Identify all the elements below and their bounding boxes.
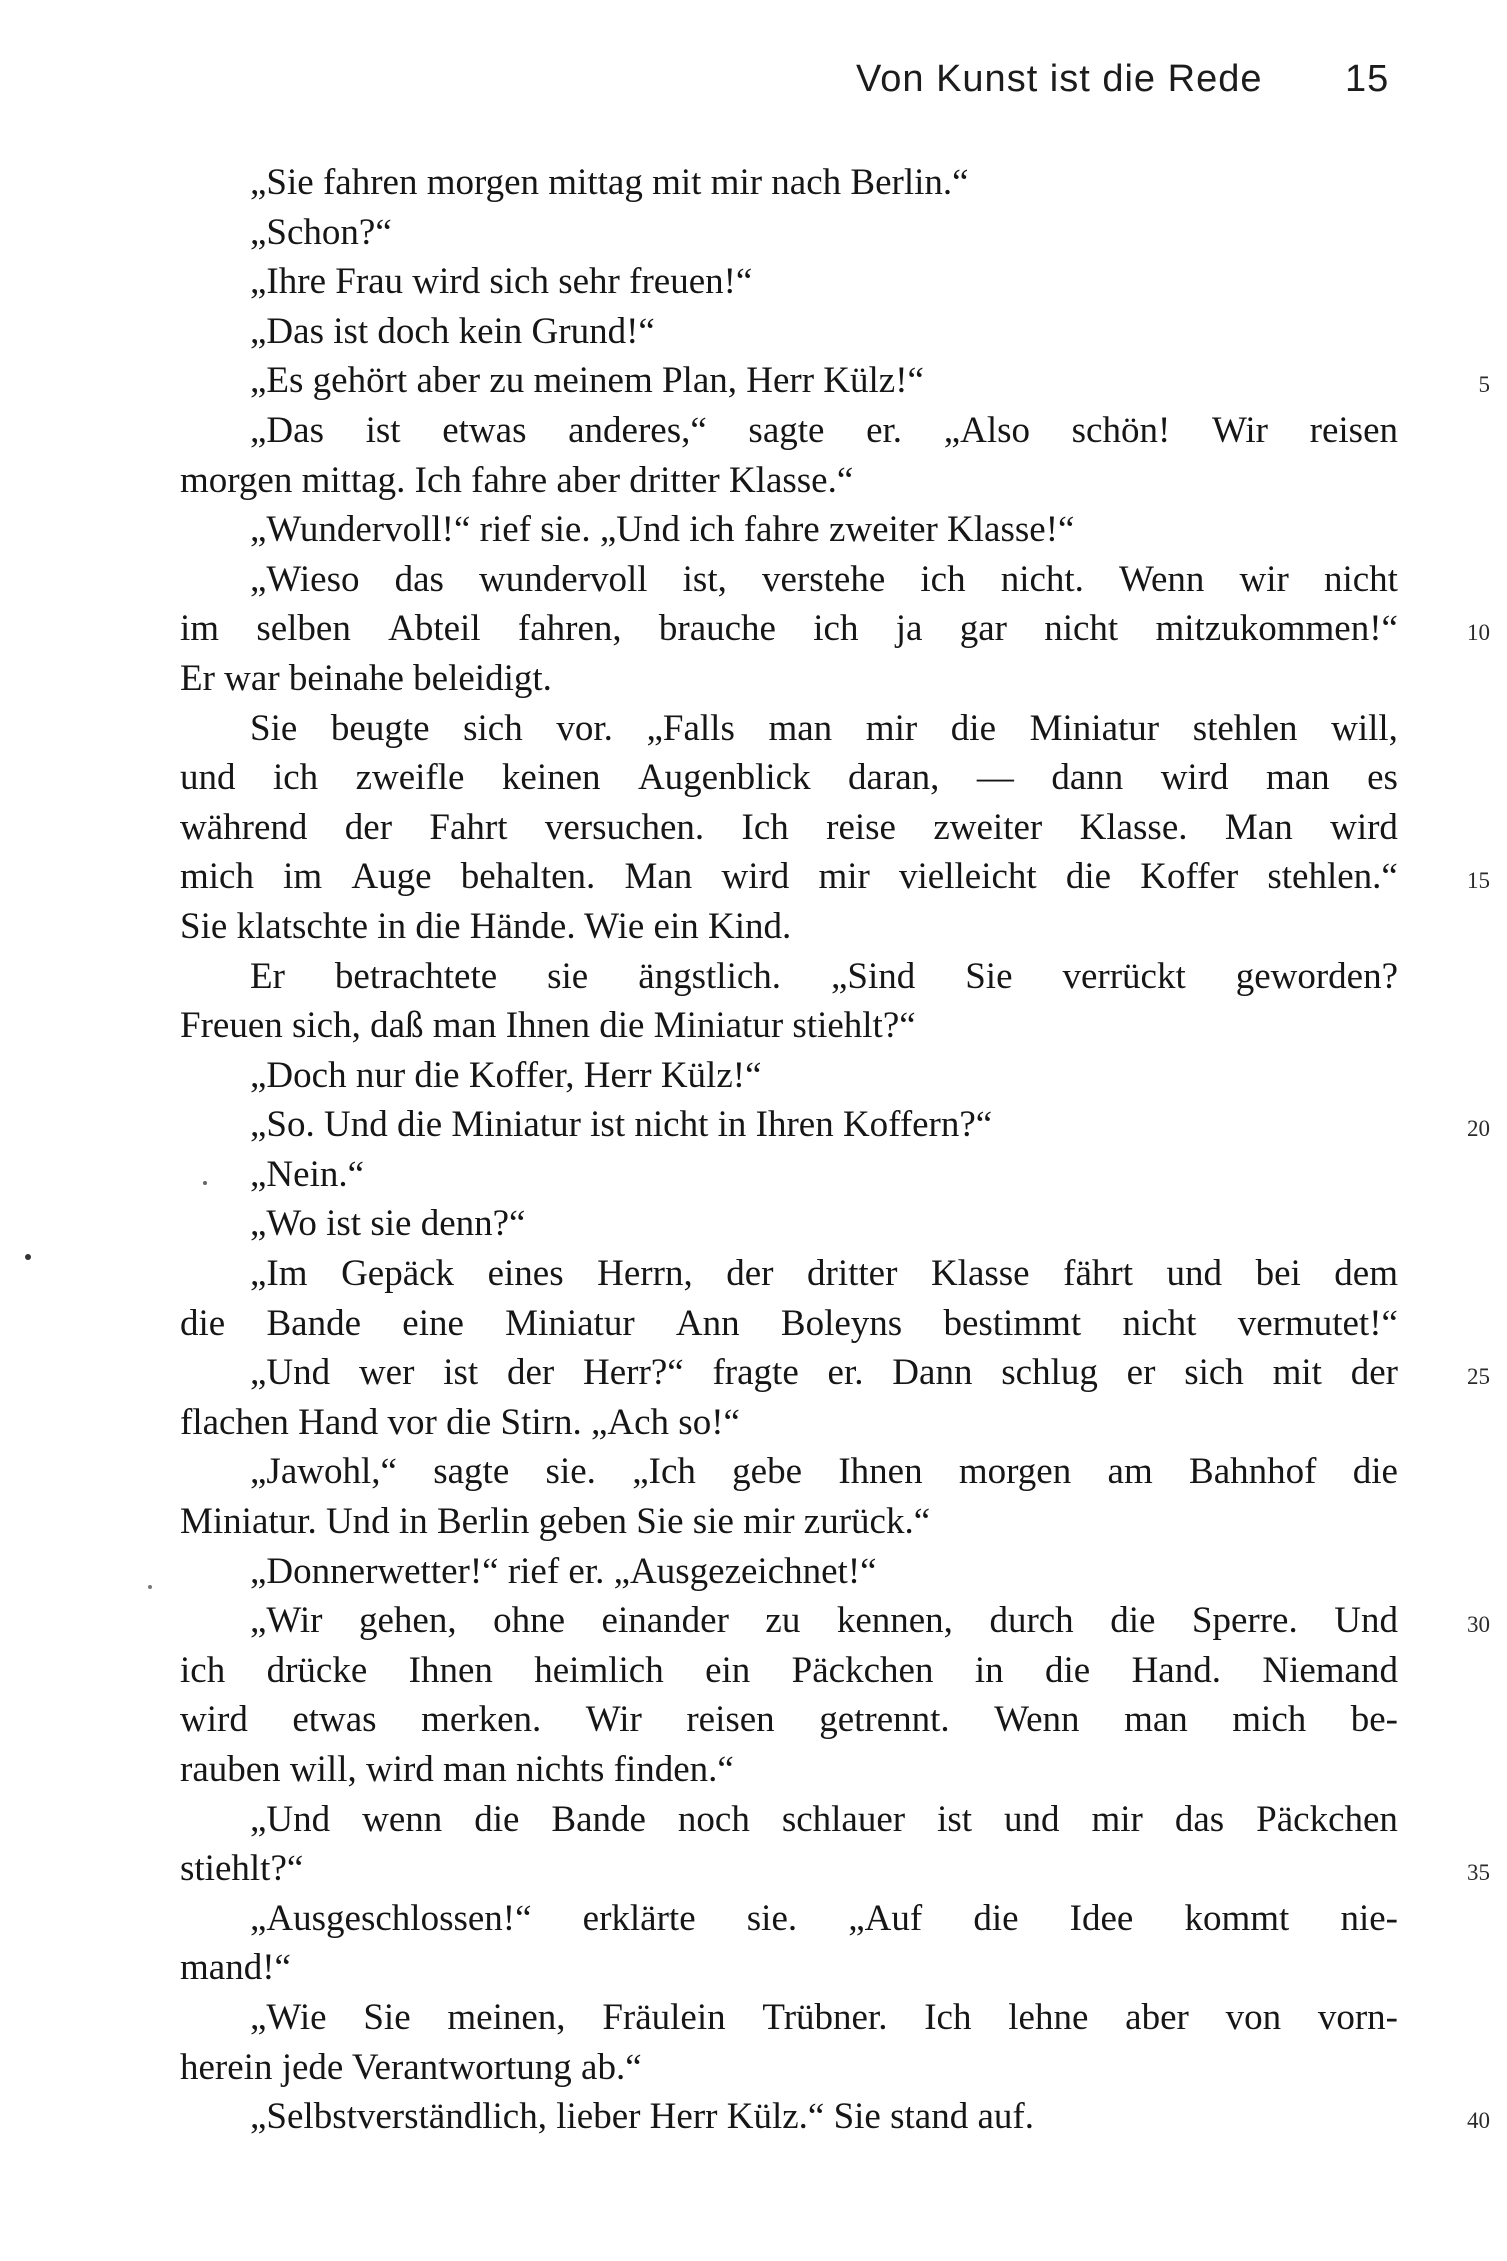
word: in [974, 1649, 1004, 1691]
word: ich [813, 608, 859, 650]
page-number: 15 [1345, 58, 1390, 100]
word: Koffer [1140, 856, 1239, 898]
text-line-content: Sie klatschte in die Hände. Wie ein Kind. [180, 905, 792, 947]
word: brauche [658, 608, 776, 650]
word: Herr?“ [583, 1352, 684, 1394]
text-line-content: Er war beinahe beleidigt. [180, 657, 552, 699]
word: und [180, 757, 236, 799]
word: „Und [250, 1352, 331, 1394]
text-line-content: stiehlt?“ [180, 1848, 304, 1890]
word: Ich [924, 1996, 972, 2038]
word: „Falls [646, 707, 735, 749]
word: vorn- [1317, 1996, 1398, 2038]
word: Boleyns [780, 1302, 903, 1344]
text-line-content: „Es gehört aber zu meinem Plan, Herr Külz!“ [250, 360, 924, 402]
word: Sie [363, 1996, 411, 2038]
word: stehlen [1192, 707, 1298, 749]
line-number: 10 [1467, 620, 1490, 646]
word: verstehe [761, 558, 886, 600]
line-number: 30 [1467, 1612, 1490, 1638]
word: vermutet!“ [1237, 1302, 1398, 1344]
word: wundervoll [479, 558, 648, 600]
word: etwas [292, 1699, 377, 1741]
word: daran, [848, 757, 940, 799]
word: mich [1232, 1699, 1307, 1741]
word: „Wie [250, 1996, 327, 2038]
word: im [180, 608, 220, 650]
word: ist [365, 409, 401, 451]
word: Augenblick [637, 757, 811, 799]
word: ängstlich. [638, 955, 782, 997]
word: der [344, 806, 393, 848]
word: Klasse [930, 1253, 1030, 1295]
word: wir [1239, 558, 1289, 600]
word: das [394, 558, 444, 600]
text-line-content: Miniatur. Und in Berlin geben Sie sie mir zurück.“ [180, 1501, 931, 1543]
word: Auge [351, 856, 432, 898]
word: „Das [250, 409, 324, 451]
word: am [1107, 1451, 1153, 1493]
text-line-content: „Doch nur die Koffer, Herr Külz!“ [250, 1054, 762, 1096]
word: wer [358, 1352, 415, 1394]
word: erklärte [582, 1897, 696, 1939]
line-number: 15 [1467, 868, 1490, 894]
line-number: 5 [1478, 372, 1490, 398]
word: sie. [545, 1451, 596, 1493]
line-number: 40 [1467, 2108, 1490, 2134]
word: sagte [748, 409, 825, 451]
word: Ihnen [838, 1451, 923, 1493]
word: die [973, 1897, 1019, 1939]
word: Man [624, 856, 693, 898]
text-line-content: „Das ist doch kein Grund!“ [250, 310, 655, 352]
text-line-content: flachen Hand vor die Stirn. „Ach so!“ [180, 1401, 740, 1443]
word: der [506, 1352, 555, 1394]
word: mir [1091, 1798, 1143, 1840]
word: Ihnen [408, 1649, 493, 1691]
text-line-content: „Wundervoll!“ rief sie. „Und ich fahre zweiter Klasse!“ [250, 509, 1075, 551]
line-number: 25 [1467, 1364, 1490, 1390]
word: die [1352, 1451, 1398, 1493]
word: wenn [362, 1798, 443, 1840]
text-line-content: „So. Und die Miniatur ist nicht in Ihren Koffern?“ [250, 1104, 993, 1146]
word: von [1225, 1996, 1282, 2038]
word: und [1166, 1253, 1223, 1295]
word: Bahnhof [1189, 1451, 1317, 1493]
word: morgen [958, 1451, 1072, 1493]
word: ohne [493, 1600, 566, 1642]
word: drücke [266, 1649, 368, 1691]
word: betrachtete [334, 955, 498, 997]
word: geworden? [1235, 955, 1398, 997]
word: reise [826, 806, 896, 848]
word: es [1367, 757, 1398, 799]
word: Wir [1211, 409, 1268, 451]
word: schlug [1001, 1352, 1098, 1394]
word: Idee [1069, 1897, 1134, 1939]
word: Miniatur [505, 1302, 635, 1344]
word: kommt [1184, 1897, 1290, 1939]
word: Sie [250, 707, 298, 749]
text-line-content: „Schon?“ [250, 211, 392, 253]
word: Bande [551, 1798, 646, 1840]
word: Bande [266, 1302, 361, 1344]
word: mit [1272, 1352, 1322, 1394]
word: bestimmt [943, 1302, 1082, 1344]
word: ein [705, 1649, 751, 1691]
word: „Wir [250, 1600, 323, 1642]
word: zweiter [933, 806, 1043, 848]
word: eines [487, 1253, 564, 1295]
word: sagte [433, 1451, 510, 1493]
word: sie. [746, 1897, 798, 1939]
word: während [180, 806, 308, 848]
word: be- [1350, 1699, 1398, 1741]
word: „Also [943, 409, 1031, 451]
word: er. [866, 409, 903, 451]
text-line-content: „Donnerwetter!“ rief er. „Ausgezeichnet!“ [250, 1550, 877, 1592]
word: „Im [250, 1253, 308, 1295]
word: keinen [501, 757, 601, 799]
word: „Auf [848, 1897, 923, 1939]
word: eine [402, 1302, 464, 1344]
word: nie- [1340, 1897, 1398, 1939]
text-line-content: „Ihre Frau wird sich sehr freuen!“ [250, 261, 753, 303]
word: „Ausgeschlossen!“ [250, 1897, 532, 1939]
word: Fahrt [429, 806, 508, 848]
word: ist [443, 1352, 479, 1394]
word: Er [250, 955, 285, 997]
word: nicht [1323, 558, 1398, 600]
word: er [1126, 1352, 1156, 1394]
word: „Jawohl,“ [250, 1451, 397, 1493]
word: fragte [712, 1352, 799, 1394]
scan-speck [25, 1254, 31, 1260]
word: Niemand [1262, 1649, 1398, 1691]
word: Päckchen [791, 1649, 934, 1691]
text-line-content: rauben will, wird man nichts finden.“ [180, 1749, 734, 1790]
text-line-content: „Sie fahren morgen mittag mit mir nach Berlin.“ [250, 162, 969, 203]
word: vielleicht [899, 856, 1037, 898]
word: Gepäck [341, 1253, 455, 1295]
word: „Wieso [250, 558, 360, 600]
word: beugte [330, 707, 430, 749]
word: Wenn [994, 1699, 1080, 1741]
word: fährt [1063, 1253, 1133, 1295]
word: zweifle [355, 757, 465, 799]
word: verrückt [1062, 955, 1186, 997]
word: man [1265, 757, 1330, 799]
text-line-content: mand!“ [180, 1947, 291, 1989]
word: Ann [675, 1302, 740, 1344]
word: wird [1330, 806, 1398, 848]
scan-speck [203, 1181, 207, 1185]
word: dritter [807, 1253, 898, 1295]
word: wird [721, 856, 790, 898]
word: mir [818, 856, 870, 898]
word: im [283, 856, 323, 898]
word: etwas [442, 409, 527, 451]
word: Sie [965, 955, 1013, 997]
word: heimlich [534, 1649, 664, 1691]
word: man [1124, 1699, 1188, 1741]
word: die [1065, 856, 1112, 898]
word: aber [1125, 1996, 1189, 2038]
word: Wir [585, 1699, 642, 1741]
word: ist [937, 1798, 973, 1840]
word: ich [272, 757, 319, 799]
text-line-content: „Nein.“ [250, 1153, 365, 1195]
word: reisen [1309, 409, 1398, 451]
word: versuchen. [544, 806, 705, 848]
text-line-content: herein jede Verantwortung ab.“ [180, 2046, 642, 2088]
word: schlauer [781, 1798, 906, 1840]
text-line-content: Freuen sich, daß man Ihnen die Miniatur stiehlt?“ [180, 1005, 916, 1047]
word: anderes,“ [568, 409, 707, 451]
word: selben [256, 608, 351, 650]
word: dann [1051, 757, 1124, 799]
word: — [976, 757, 1014, 799]
text-line-content: morgen mittag. Ich fahre aber dritter Klasse.“ [180, 459, 854, 501]
word: Klasse. [1079, 806, 1188, 848]
word: mitzukommen!“ [1155, 608, 1398, 650]
word: gebe [732, 1451, 803, 1493]
word: behalten. [460, 856, 596, 898]
word: meinen, [447, 1996, 566, 2038]
word: Man [1224, 806, 1293, 848]
word: Herrn, [597, 1253, 693, 1295]
word: gar [959, 608, 1007, 650]
word: merken. [421, 1699, 542, 1741]
word: stehlen.“ [1267, 856, 1398, 898]
word: wird [180, 1699, 248, 1741]
word: ist, [682, 558, 727, 600]
word: gehen, [358, 1600, 457, 1642]
word: nicht [1044, 608, 1119, 650]
word: fahren, [517, 608, 622, 650]
word: Dann [892, 1352, 973, 1394]
word: Miniatur [1029, 707, 1160, 749]
word: mich [180, 856, 254, 898]
word: wird [1160, 757, 1229, 799]
line-number: 35 [1467, 1860, 1490, 1886]
word: schön! [1071, 409, 1171, 451]
word: die [180, 1302, 226, 1344]
word: „Ich [632, 1451, 696, 1493]
word: nicht. [1000, 558, 1084, 600]
scan-speck [148, 1585, 152, 1589]
word: getrennt. [819, 1699, 950, 1741]
word: die [1110, 1600, 1156, 1642]
word: Wenn [1119, 558, 1205, 600]
word: bei [1255, 1253, 1301, 1295]
word: und [1004, 1798, 1060, 1840]
word: dem [1334, 1253, 1398, 1295]
word: sich [463, 707, 523, 749]
word: sich [1184, 1352, 1244, 1394]
line-number: 20 [1467, 1116, 1490, 1142]
word: nicht [1122, 1302, 1197, 1344]
word: die [950, 707, 996, 749]
word: ich [920, 558, 966, 600]
word: will, [1331, 707, 1398, 749]
word: man [768, 707, 833, 749]
word: lehne [1008, 1996, 1089, 2038]
word: Sperre. [1191, 1600, 1298, 1642]
word: reisen [686, 1699, 775, 1741]
word: das [1174, 1798, 1225, 1840]
text-line-content: „Wo ist sie denn?“ [250, 1203, 526, 1245]
word: die [1044, 1649, 1091, 1691]
word: noch [677, 1798, 750, 1840]
word: der [726, 1253, 774, 1295]
word: Trübner. [762, 1996, 888, 2038]
running-head-title: Von Kunst ist die Rede [856, 58, 1263, 100]
word: durch [989, 1600, 1074, 1642]
word: Fräulein [602, 1996, 726, 2038]
word: die [474, 1798, 520, 1840]
text-line-content: „Selbstverständlich, lieber Herr Külz.“ Sie stand auf. [250, 2096, 1034, 2138]
word: Und [1334, 1600, 1398, 1642]
word: Ich [741, 806, 789, 848]
word: ja [895, 608, 923, 650]
word: ich [180, 1649, 226, 1691]
word: der [1350, 1352, 1398, 1394]
word: Hand. [1131, 1649, 1221, 1691]
word: Abteil [388, 608, 481, 650]
word: sie [547, 955, 589, 997]
word: vor. [556, 707, 613, 749]
word: mir [865, 707, 918, 749]
word: kennen, [836, 1600, 953, 1642]
word: einander [601, 1600, 729, 1642]
word: zu [765, 1600, 801, 1642]
word: „Und [250, 1798, 331, 1840]
word: er. [827, 1352, 864, 1394]
word: „Sind [830, 955, 916, 997]
word: Päckchen [1256, 1798, 1398, 1840]
